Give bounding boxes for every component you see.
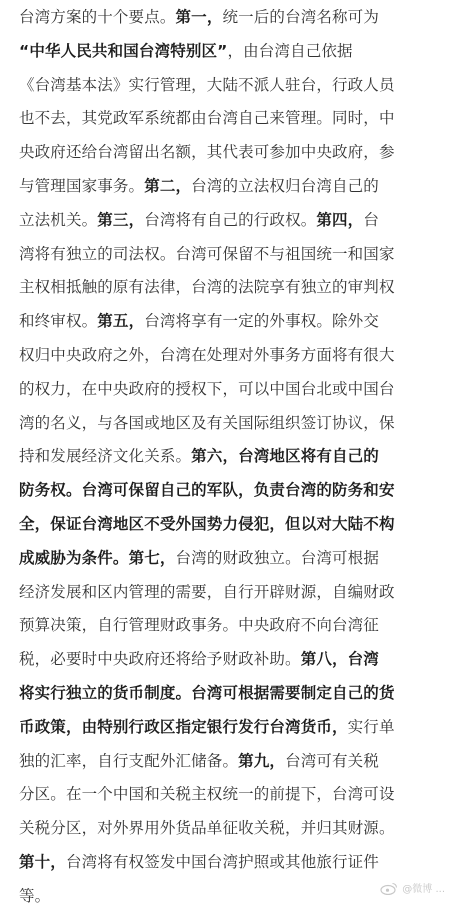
text-segment: 立法机关。 [19, 210, 98, 229]
bold-text-segment: 第八，台湾 [300, 650, 379, 669]
watermark-text: @微博 ... [402, 884, 445, 895]
text-segment: 关税分区，对外界用外货品单征收关税，并归其财源。 [19, 819, 395, 838]
text-line [19, 238, 445, 272]
text-segment: 也不去，其党政军系统都由台湾自己来管理。同时，中 [19, 109, 395, 128]
bold-text-segment: 第六，台湾地区将有自己的 [191, 447, 379, 466]
watermark [380, 880, 445, 895]
text-line [19, 643, 445, 677]
text-line [19, 677, 445, 711]
text-line [19, 778, 445, 812]
text-segment: 分区。在一个中国和关税主权统一的前提下，台湾可设 [19, 785, 395, 804]
text-line [19, 846, 445, 880]
text-line [19, 711, 445, 745]
text-line [19, 204, 445, 238]
text-line [19, 305, 445, 339]
text-segment: 《台湾基本法》实行管理，大陆不派人驻台，行政人员 [19, 75, 395, 94]
text-segment: 和终审权。 [19, 312, 98, 331]
text-segment: ，由台湾自己依据 [227, 41, 353, 60]
bold-text-segment: 成威胁为条件。 [19, 548, 129, 567]
text-line [19, 542, 445, 576]
text-line [19, 609, 445, 643]
bold-text-segment: 第七， [128, 548, 176, 567]
text-line [19, 474, 445, 508]
bold-text-segment: 第二， [144, 176, 192, 195]
text-line [19, 102, 445, 136]
text-segment: 湾将有独立的司法权。台湾可保留不与祖国统一和国家 [19, 244, 395, 263]
text-segment: 主权相抵触的原有法律，台湾的法院享有独立的审判权 [19, 278, 395, 297]
text-line [19, 69, 445, 103]
text-segment: 等。 [19, 886, 51, 905]
text-line [19, 339, 445, 373]
text-segment: 权归中央政府之外，台湾在处理对外事务方面将有很大 [19, 345, 395, 364]
text-segment: 台湾可有关税 [285, 751, 379, 770]
text-line [19, 136, 445, 170]
bold-text-segment: 第四， [316, 210, 364, 229]
text-segment: 台湾将享有一定的外事权。除外交 [144, 312, 379, 331]
text-line [19, 271, 445, 305]
article-body [19, 1, 445, 914]
text-segment: 统一后的台湾名称可为 [222, 8, 379, 26]
text-segment: 的权力，在中央政府的授权下，可以中国台北或中国台 [19, 379, 395, 398]
text-segment: 预算决策，自行管理财政事务。中央政府不向台湾征 [19, 616, 379, 635]
text-line [19, 373, 445, 407]
bold-text-segment: 第三， [97, 210, 145, 229]
text-line [19, 407, 445, 441]
text-segment: 与管理国家事务。 [19, 176, 145, 195]
bold-text-segment: 第九， [238, 751, 286, 770]
text-segment: 台湾的财政独立。台湾可根据 [175, 548, 379, 567]
text-segment: 经济发展和区内管理的需要，自行开辟财源，自编财政 [19, 582, 395, 601]
text-segment: 台 [363, 210, 379, 229]
bold-text-segment: “中华人民共和国台湾特别区” [19, 41, 228, 60]
text-segment: 台湾将有权签发中国台湾护照或其他旅行证件 [65, 852, 379, 871]
text-segment: 实行单 [347, 717, 395, 736]
text-line [19, 170, 445, 204]
bold-text-segment: 全，保证台湾地区不受外国势力侵犯，但以对大陆不构 [19, 514, 395, 533]
bold-text-segment: 第五， [97, 312, 145, 331]
bold-text-segment: 第十， [19, 852, 66, 871]
text-segment: 独的汇率，自行支配外汇储备。 [19, 751, 239, 770]
text-segment: 税，必要时中央政府还将给予财政补助。 [19, 650, 301, 669]
text-line [19, 576, 445, 610]
bold-text-segment: 将实行独立的货币制度。台湾可根据需要制定自己的货 [19, 683, 395, 702]
text-line [19, 812, 445, 846]
text-segment: 湾的名义，与各国或地区及有关国际组织签订协议，保 [19, 413, 395, 432]
text-segment: 持和发展经济文化关系。 [19, 447, 192, 466]
text-segment: 央政府还给台湾留出名额，其代表可参加中央政府，参 [19, 143, 395, 162]
text-line [19, 35, 445, 69]
text-line [19, 508, 445, 542]
bold-text-segment: 第一， [175, 8, 223, 26]
text-line [19, 440, 445, 474]
text-line [19, 745, 445, 779]
text-segment: 台湾将有自己的行政权。 [144, 210, 317, 229]
bold-text-segment: 币政策，由特别行政区指定银行发行台湾货币， [19, 717, 348, 736]
text-segment: 台湾的立法权归台湾自己的 [191, 176, 379, 195]
text-line [19, 1, 445, 35]
text-segment: 台湾方案的十个要点。 [19, 8, 176, 26]
weibo-logo-icon [380, 881, 398, 895]
bold-text-segment: 防务权。台湾可保留自己的军队，负责台湾的防务和安 [19, 481, 395, 500]
